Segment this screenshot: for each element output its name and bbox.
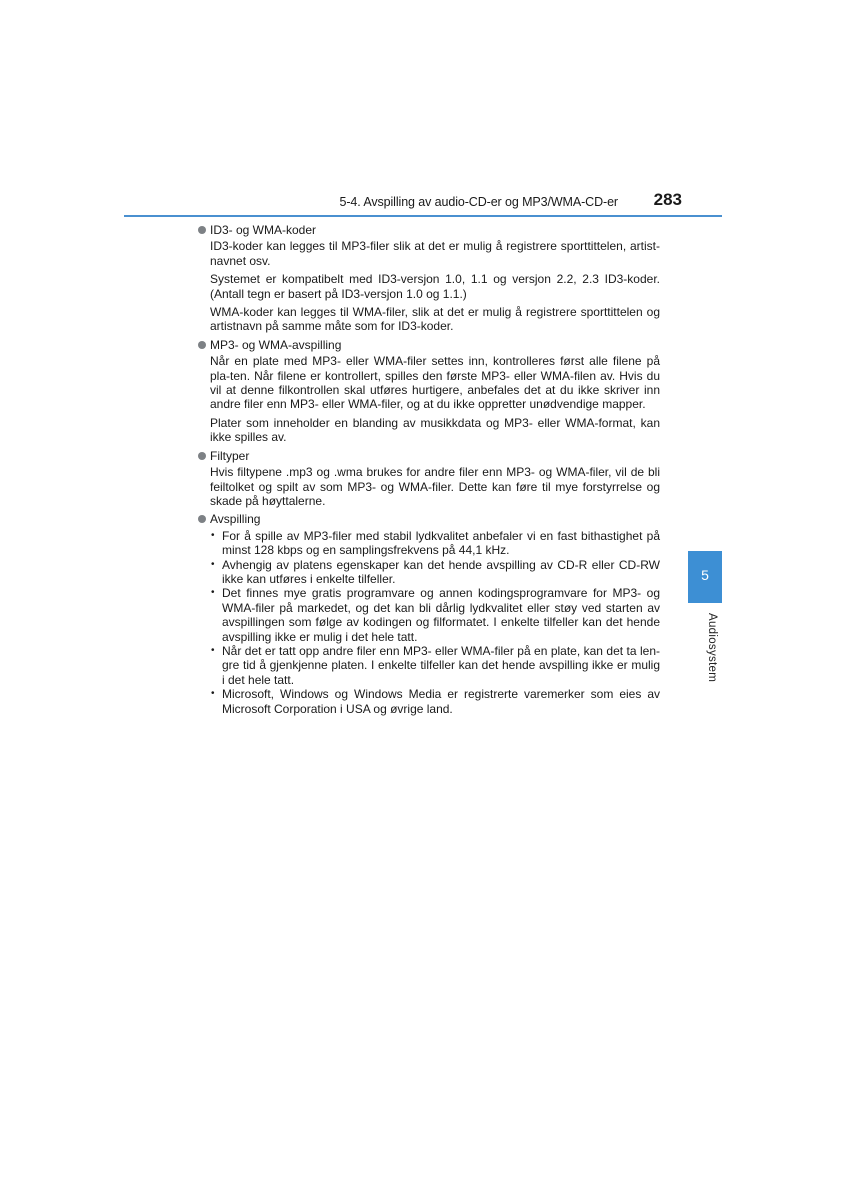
paragraph: Systemet er kompatibelt med ID3-versjon 1.0, 1.1 og versjon 2.2, 2.3 ID3-koder. (Antall tegn er basert på ID3-versjon 1.0 og 1.1.) <box>210 272 660 301</box>
section-heading <box>198 338 660 352</box>
section-heading-text: MP3- og WMA-avspilling <box>210 337 342 352</box>
page-content <box>198 223 660 716</box>
bullet-list <box>210 529 660 716</box>
list-item <box>210 529 660 558</box>
page-number: 283 <box>653 190 682 209</box>
chapter-tab <box>688 551 722 603</box>
list-item-text: Det finnes mye gratis programvare og annen kodingsprogramvare for MP3- og WMA-filer på markedet, og det kan bli dårlig lydkvalitet eller støy ved starten av avspillingen som følge av kodingen og filformatet. I enkelte tilfeller kan det hende avspilling ikke er mulig i det hele tatt. <box>222 586 660 644</box>
list-dot-icon: • <box>211 529 215 541</box>
chapter-number: 5 <box>701 567 709 583</box>
page-header <box>300 191 690 213</box>
list-dot-icon: • <box>211 558 215 570</box>
bullet-icon <box>198 226 206 234</box>
section-id3-wma <box>198 223 660 334</box>
list-item <box>210 644 660 687</box>
section-file-types <box>198 449 660 509</box>
list-item <box>210 687 660 716</box>
paragraph: Hvis filtypene .mp3 og .wma brukes for andre filer enn MP3- og WMA-filer, vil de bli feiltolket og spilt av som MP3- og WMA-filer. Dette kan føre til mye forstyrrelse og skade på høyttalerne. <box>210 465 660 508</box>
section-playback <box>198 512 660 716</box>
section-mp3-wma-playback <box>198 338 660 445</box>
header-rule <box>124 215 722 217</box>
list-item-text: Når det er tatt opp andre filer enn MP3- eller WMA-filer på en plate, kan det ta len-gre tid å gjenkjenne platen. I enkelte tilfeller kan det hende avspilling ikke er mulig i det hele tatt. <box>222 643 660 687</box>
chapter-label: Audiosystem <box>706 613 718 683</box>
paragraph: Når en plate med MP3- eller WMA-filer settes inn, kontrolleres først alle filene på pla-ten. Når filene er kontrollert, spilles den første MP3- eller WMA-filen av. Hvis du vil at denne filkontrollen skal utføres hurtigere, anbefales det at du ikke skriver inn andre filer enn MP3- eller WMA-filer, og at du ikke oppretter unødvendige mapper. <box>210 354 660 412</box>
bullet-icon <box>198 515 206 523</box>
section-title: 5-4. Avspilling av audio-CD-er og MP3/WMA-CD-er <box>339 195 618 209</box>
bullet-icon <box>198 452 206 460</box>
paragraph: Plater som inneholder en blanding av musikkdata og MP3- eller WMA-format, kan ikke spilles av. <box>210 415 660 445</box>
list-item-text: Avhengig av platens egenskaper kan det hende avspilling av CD-R eller CD-RW ikke kan utføres i enkelte tilfeller. <box>222 557 660 586</box>
section-heading-text: ID3- og WMA-koder <box>210 223 317 237</box>
bullet-icon <box>198 341 206 349</box>
list-dot-icon: • <box>211 644 215 656</box>
section-heading-text: Filtyper <box>210 448 250 463</box>
list-dot-icon: • <box>211 688 215 700</box>
section-heading-text: Avspilling <box>210 512 261 527</box>
paragraph: ID3-koder kan legges til MP3-filer slik at det er mulig å registrere sporttittelen, artist-navnet osv. <box>210 239 660 268</box>
list-item <box>210 586 660 644</box>
list-item-text: Microsoft, Windows og Windows Media er registrerte varemerker som eies av Microsoft Corporation i USA og øvrige land. <box>222 687 660 716</box>
paragraph: WMA-koder kan legges til WMA-filer, slik at det er mulig å registrere sporttittelen og artistnavn på samme måte som for ID3-koder. <box>210 305 660 334</box>
list-item <box>210 558 660 587</box>
section-heading <box>198 449 660 463</box>
section-heading <box>198 223 660 237</box>
list-dot-icon: • <box>211 587 215 599</box>
list-item-text: For å spille av MP3-filer med stabil lydkvalitet anbefaler vi en fast bithastighet på minst 128 kbps og en samplingsfrekvens på 44,1 kHz. <box>222 528 660 558</box>
section-heading <box>198 512 660 526</box>
